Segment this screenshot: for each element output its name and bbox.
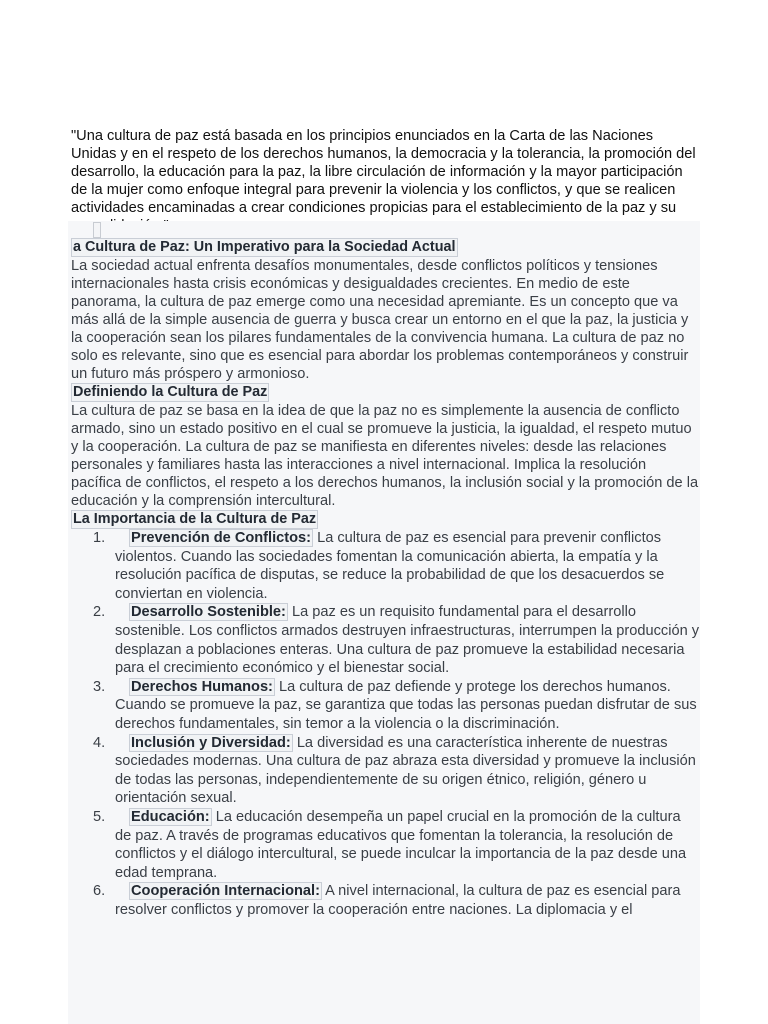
list-item [68, 734, 700, 808]
item-title: Cooperación Internacional: [131, 883, 320, 900]
intro-paragraph: La sociedad actual enfrenta desafíos monumentales, desde conflictos políticos y tensiones internacionales hasta crisis económicas y desigualdades crecientes. En medio de este panorama, la cultura de paz emerge como una necesidad apremiante. Es un concepto que va más allá de la simple ausencia de guerra y busca crear un entorno en el que la paz, la justicia y la cooperación sean los pilares fundamentales de la convivencia humana. La cultura de paz no solo es relevante, sino que es esencial para abordar los problemas contemporáneos y construir un futuro más próspero y armonioso. [71, 258, 689, 382]
item-title: Educación: [131, 808, 210, 825]
list-item [68, 808, 700, 882]
item-text: La cultura de paz defiende y protege los derechos humanos. Cuando se promueve la paz, se garantiza que todas las personas puedan disfrutar de sus derechos fundamentales, sin temor a la violencia o la discriminación. [115, 678, 697, 732]
importance-list [68, 529, 700, 919]
list-number: 2. [93, 604, 106, 621]
list-item [68, 882, 700, 919]
list-item [68, 603, 700, 677]
quote-paragraph: "Una cultura de paz está basada en los principios enunciados en la Carta de las Naciones Unidas y en el respeto de los derechos humanos, la democracia y la tolerancia, la promoción del desarrollo, la educación para la paz, la libre circulación de información y la mayor participación de la mujer como enfoque integral para prevenir la violencia y los conflictos, y que se realicen actividades encaminadas a crear condiciones propicias para el establecimiento de la paz y su [71, 127, 696, 216]
item-text: La cultura de paz es esencial para prevenir conflictos violentos. Cuando las sociedades fomentan la comunicación abierta, la empatía y la resolución pacífica de disputas, se reduce la probabilidad de que los desacuerdos se conviertan en violencia. [115, 530, 665, 602]
definition-heading: Definiendo la Cultura de Paz [73, 384, 268, 400]
list-number: 5. [93, 808, 106, 825]
list-number: 6. [93, 883, 106, 900]
article-block [68, 221, 700, 1024]
list-number: 4. [93, 734, 106, 751]
item-text: La paz es un requisito fundamental para el desarrollo sostenible. Los conflictos armados destruyen infraestructuras, interrumpen la producción y desplazan a poblaciones enteras. Una cultura de paz promueve la estabilidad necesaria para el crecimiento económico y el bienestar social. [115, 604, 700, 677]
item-text: La diversidad es una característica inherente de nuestras sociedades modernas. Una cultura de paz abraza esta diversidad y promueve la inclusión de todas las personas, independientemente de su origen étnico, religión, género u orientación sexual. [115, 734, 696, 807]
item-title: Derechos Humanos: [131, 678, 273, 695]
list-item [68, 529, 700, 603]
list-item [68, 678, 700, 734]
text-cursor-marker [93, 222, 101, 238]
list-number: 3. [93, 678, 106, 695]
item-text: La educación desempeña un papel crucial en la promoción de la cultura de paz. A través de programas educativos que fomentan la tolerancia, la resolución de conflictos y el diálogo intercultural, se puede inculcar la importancia de la paz desde una edad temprana. [115, 808, 687, 881]
item-title: Inclusión y Diversidad: [131, 734, 291, 751]
list-number: 1. [93, 530, 106, 546]
article-heading: a Cultura de Paz: Un Imperativo para la Sociedad Actual [73, 239, 456, 255]
item-title: Prevención de Conflictos: [131, 530, 312, 546]
importance-heading: La Importancia de la Cultura de Paz [73, 511, 317, 527]
item-title: Desarrollo Sostenible: [131, 604, 286, 621]
item-text: A nivel internacional, la cultura de paz es esencial para resolver conflictos y promover la cooperación entre naciones. La diplomacia y el [115, 883, 681, 918]
definition-paragraph: La cultura de paz se basa en la idea de que la paz no es simplemente la ausencia de conflicto armado, sino un estado positivo en el cual se promueve la justicia, la igualdad, el respeto mutuo y la cooperación. La cultura de paz se manifiesta en diferentes niveles: desde las relaciones personales y familiares hasta las interacciones a nivel internacional. Implica la resolución pacífica de conflictos, el respeto a los derechos humanos, la inclusión social y la promoción de la educación y la comprensión intercultural. [71, 403, 699, 509]
